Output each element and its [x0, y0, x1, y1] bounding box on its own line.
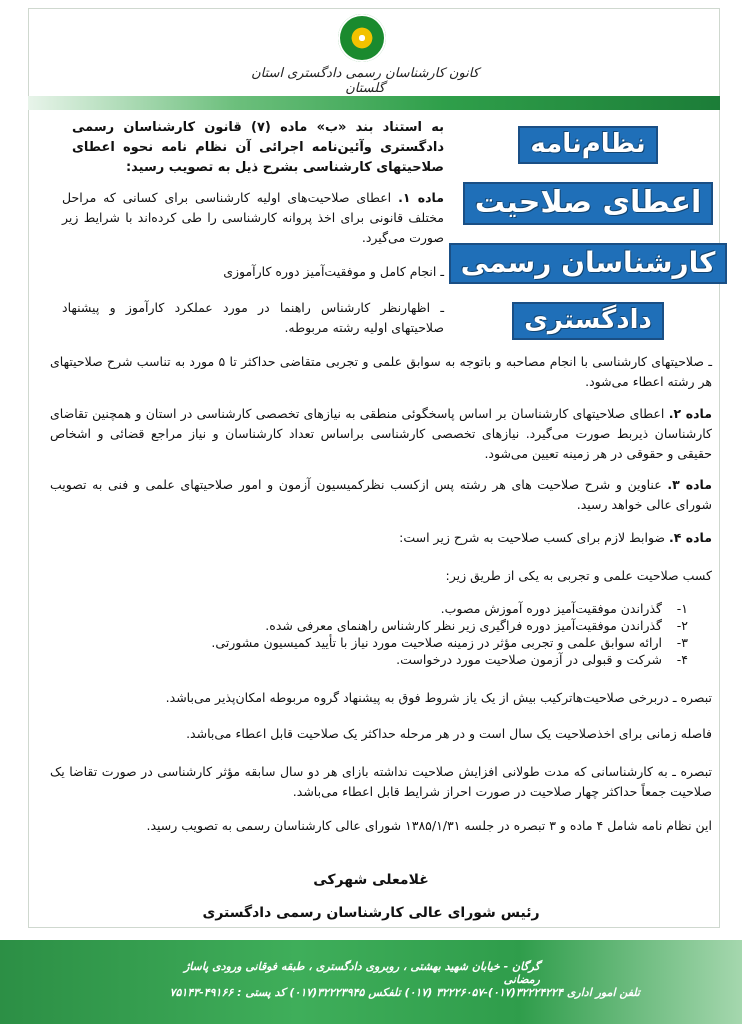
footer-contacts: تلفن امور اداری ۳۲۲۲۴۲۲۴(۰۱۷)-۳۲۲۲۶۰۵۷ (۰۱۷) تلفکس ۳۲۲۲۳۹۴۵(۰۱۷) کد پستی : ۴۹۱۶۶-۷۵۱۴۳ — [169, 986, 640, 999]
title-line-4: دادگستری — [512, 302, 664, 340]
article-4-label: ماده ۴. — [669, 530, 712, 545]
article-3-text: عناوین و شرح صلاحیت های هر رشته پس ازکسب نظرکمیسیون آزمون و امور صلاحیتهای علمی و فنی به تصویب شورای عالی خواهد رسید. — [50, 477, 712, 512]
article-2 — [50, 404, 712, 464]
list-item-number: ۴- — [676, 652, 688, 667]
org-name: کانون کارشناسان رسمی دادگستری استان گلستان — [251, 66, 479, 96]
article-3 — [50, 475, 712, 515]
article-4 — [50, 528, 712, 548]
article-2-text: اعطای صلاحیتهای کارشناسان بر اساس پاسخگوئی منطقی به نیازهای تخصصی کارشناسی در استان و همچنین تقاضای کارشناسان ذیربط صورت می‌گیرد. نیازهای تخصصی کارشناسی براساس تعداد کارشناسان و نیاز مراجع قضائی و اشخاص حقیقی و حقوقی در هر زمینه تعیین می‌شود. — [50, 406, 712, 461]
header-divider-bar — [28, 96, 720, 110]
list-item-number: ۳- — [676, 635, 688, 650]
article-4-list — [80, 600, 688, 668]
list-item-text: ارائه سوابق علمی و تجربی مؤثر در زمینه صلاحیت مورد نیاز با تأیید کمیسیون مشورتی. — [211, 635, 662, 650]
article-1-item-1: ـ انجام کامل و موفقیت‌آمیز دوره کارآموزی — [223, 264, 444, 279]
list-item — [80, 651, 688, 668]
list-item — [80, 600, 688, 617]
article-4-lead: کسب صلاحیت علمی و تجربی به یکی از طریق زیر: — [445, 568, 712, 583]
org-logo-icon — [338, 14, 386, 62]
list-item-number: ۲- — [676, 618, 688, 633]
list-item-text: شرکت و قبولی در آزمون صلاحیت مورد درخواست. — [396, 652, 662, 667]
footer-address: گرگان - خیابان شهید بهشتی ، روبروی دادگستری ، طبقه فوقانی ورودی پاساژ رمضانی — [183, 960, 540, 986]
article-1-text: اعطای صلاحیت‌های اولیه کارشناسی برای کسانی که مراحل مختلف قانونی برای اخذ پروانه کارشناسی را طی کرده‌اند با شرایط زیر صورت می‌گیرد. — [62, 190, 444, 245]
signer-name: غلامعلی شهرکی — [313, 872, 429, 888]
list-item-number: ۱- — [676, 601, 688, 616]
note-1: تبصره ـ دربرخی صلاحیت‌هاترکیب بیش از یک یاز شروط فوق به پیشنهاد گروه مربوطه امکان‌پذیر می‌باشد. — [165, 690, 712, 705]
article-1 — [62, 188, 444, 248]
article-4-text: ضوابط لازم برای کسب صلاحیت به شرح زیر است: — [399, 530, 670, 545]
article-3-label: ماده ۳. — [667, 477, 712, 492]
article-1-label: ماده ۱. — [398, 190, 444, 205]
title-line-3: کارشناسان رسمی — [449, 243, 728, 283]
list-item-text: گذراندن موفقیت‌آمیز دوره فراگیری زیر نظر کارشناس راهنمای معرفی شده. — [265, 618, 662, 633]
list-item — [80, 617, 688, 634]
note-2: تبصره ـ به کارشناسانی که مدت طولانی افزایش صلاحیت نداشته بازای هر دو سال سابقه مؤثر کارشناسی در صورت تقاضا یک صلاحیت جمعاً حداکثر چهار صلاحیت در صورت احراز شرایط قابل اعطاء می‌باشد. — [50, 764, 712, 799]
title-line-2: اعطای صلاحیت — [463, 182, 714, 225]
interval-paragraph: فاصله زمانی برای اخذصلاحیت یک سال است و در هر مرحله حداکثر یک صلاحیت قابل اعطاء می‌باشد. — [186, 726, 712, 741]
article-1-item-3: ـ صلاحیتهای کارشناسی با انجام مصاحبه و باتوجه به سوابق علمی و تجربی متقاضی حداکثر تا ۵ مورد به تناسب شرح صلاحیتهای هر رشته اعطاء می‌شود. — [50, 354, 712, 389]
intro-paragraph: به استناد بند «ب» ماده (۷) قانون کارشناسان رسمی دادگستری وآئین‌نامه اجرائی آن نظام نامه نحوه اعطای صلاحیتهای کارشناسی بشرح ذیل به تصویب رسید: — [72, 120, 444, 175]
signer-title: رئیس شورای عالی کارشناسان رسمی دادگستری — [202, 905, 540, 921]
title-line-1: نظام‌نامه — [518, 126, 657, 164]
article-2-label: ماده ۲. — [668, 406, 712, 421]
approval-paragraph: این نظام نامه شامل ۴ ماده و ۳ تبصره در جلسه ۱۳۸۵/۱/۳۱ شورای عالی کارشناسان رسمی به تصویب رسید. — [146, 818, 712, 833]
list-item — [80, 634, 688, 651]
list-item-text: گذراندن موفقیت‌آمیز دوره آموزش مصوب. — [440, 601, 662, 616]
article-1-item-2: ـ اظهارنظر کارشناس راهنما در مورد عملکرد کارآموز و پیشنهاد صلاحیتهای اولیه رشته مربوطه. — [62, 300, 444, 335]
document-title-block — [462, 126, 714, 340]
